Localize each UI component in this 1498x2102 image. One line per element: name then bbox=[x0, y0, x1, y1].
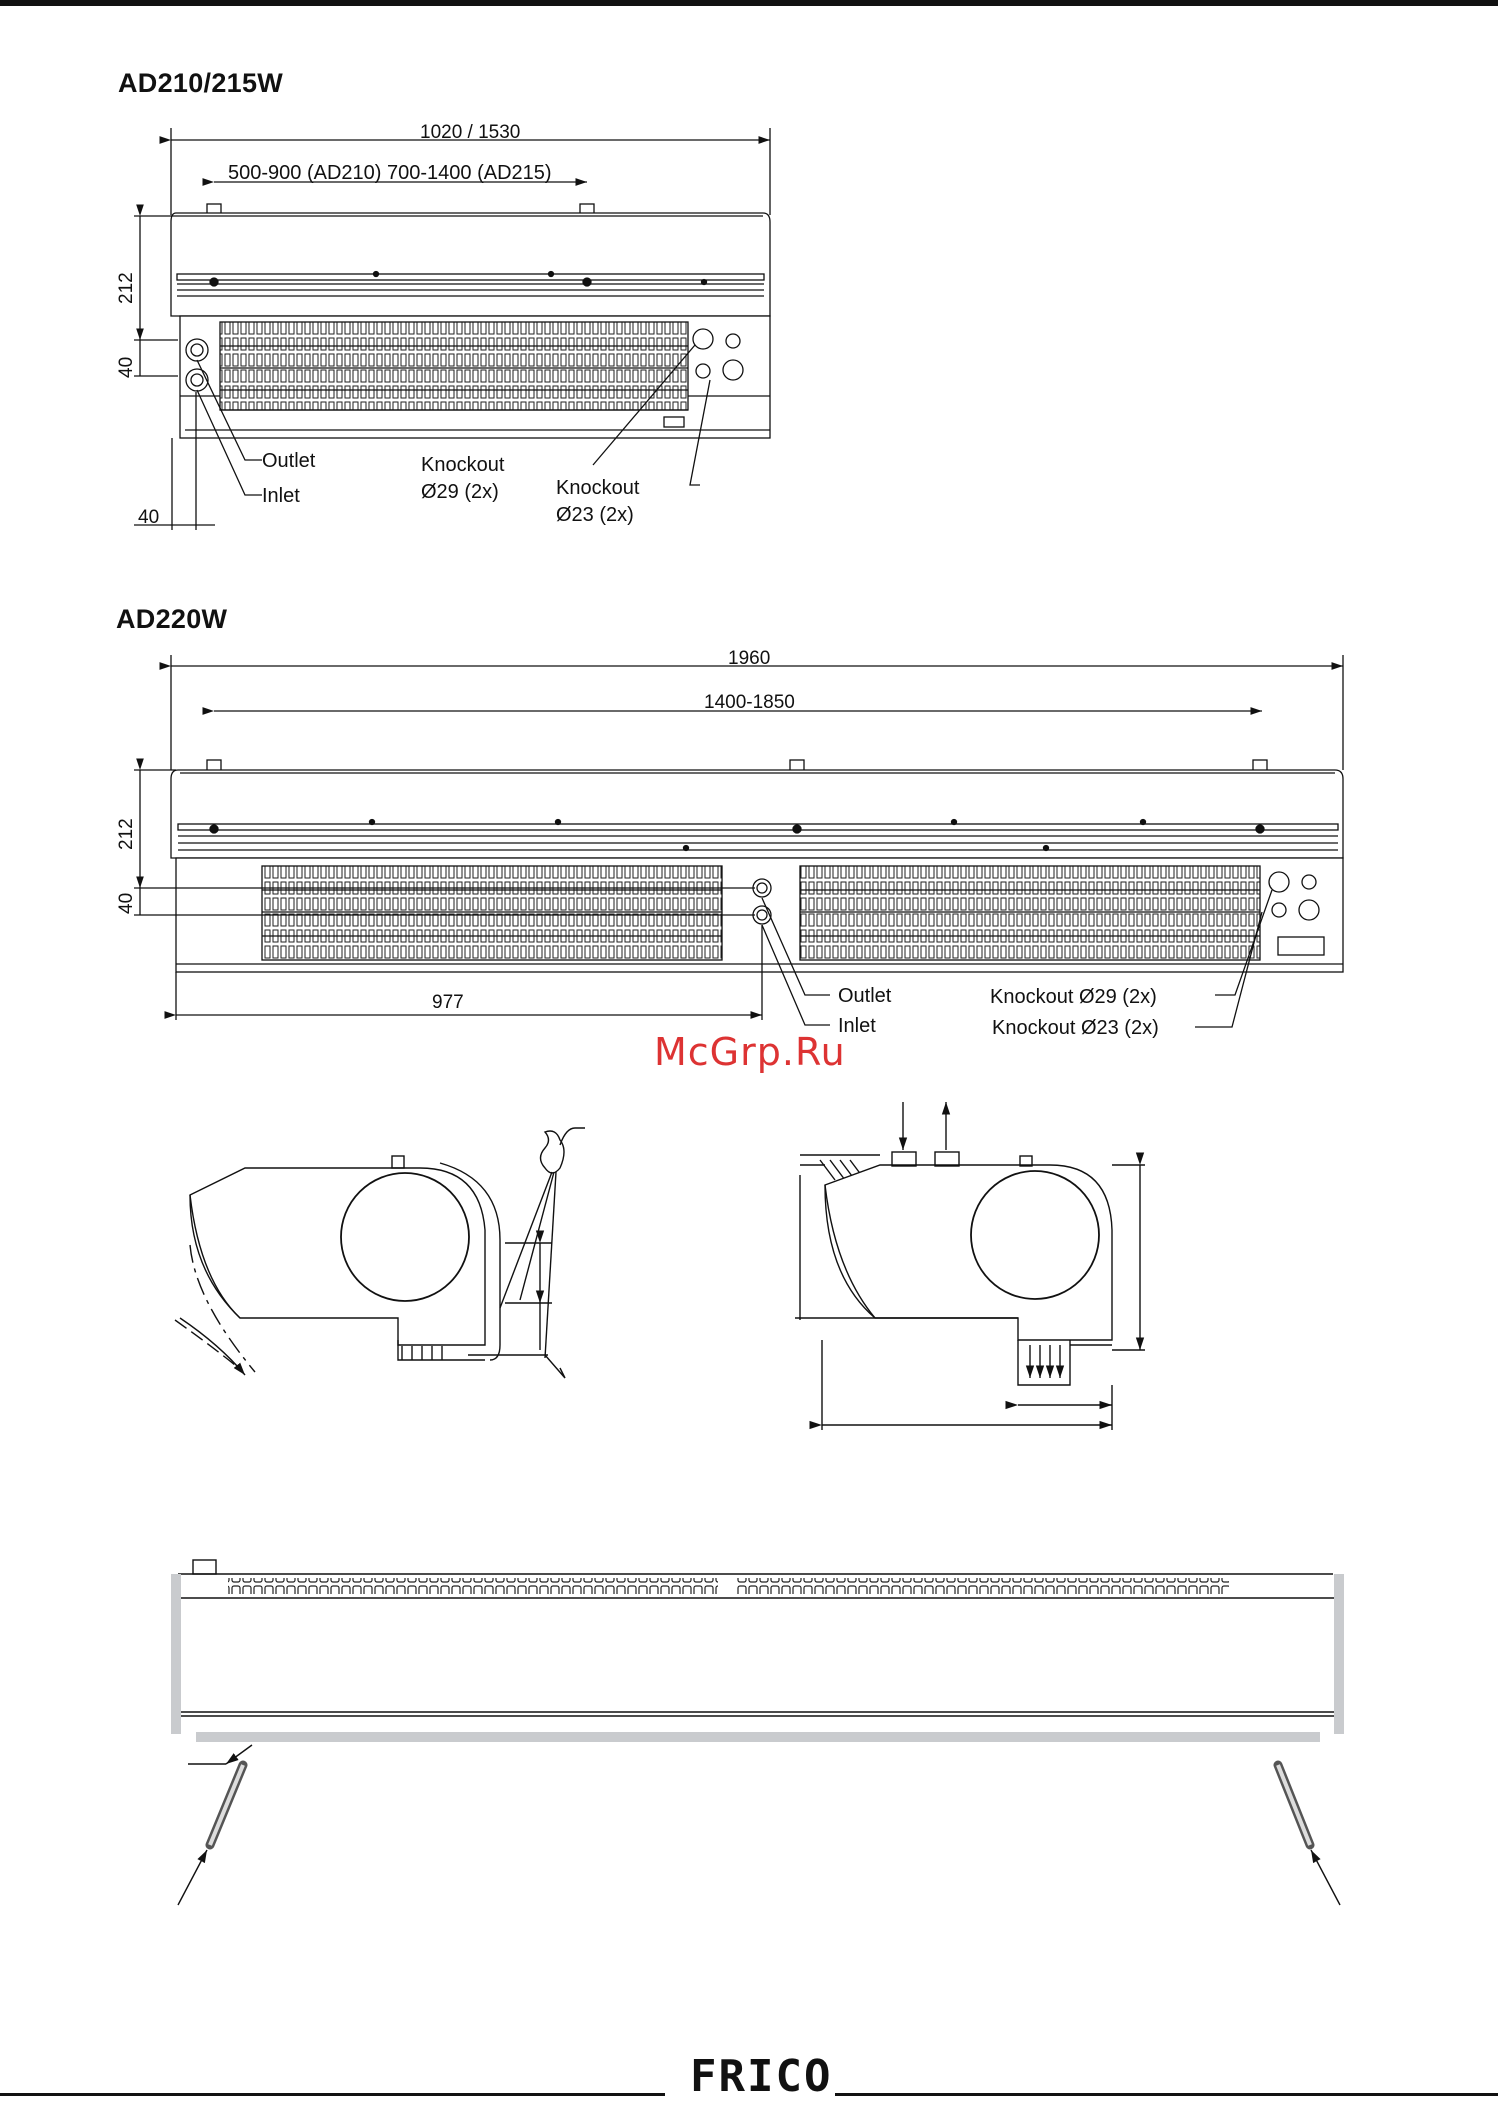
label-knockout29: Knockout Ø29 (2x) bbox=[990, 986, 1157, 1008]
dim-pipe-spacing: 40 bbox=[116, 356, 137, 378]
watermark: McGrp.Ru bbox=[654, 1030, 846, 1074]
dim-total-width: 1960 bbox=[728, 648, 771, 669]
label-inlet: Inlet bbox=[262, 485, 300, 507]
dim-total-width: 1020 / 1530 bbox=[420, 122, 521, 143]
dim-pipe-offset: 977 bbox=[432, 992, 464, 1013]
dim-bracket-spacing: 1400-1850 bbox=[704, 692, 795, 713]
label-knockout29-title: Knockout bbox=[421, 454, 505, 476]
label-knockout29-size: Ø29 (2x) bbox=[421, 481, 499, 503]
label-outlet: Outlet bbox=[262, 450, 316, 472]
label-knockout23-size: Ø23 (2x) bbox=[556, 504, 634, 526]
label-knockout23-title: Knockout bbox=[556, 477, 640, 499]
footer-rule-left bbox=[0, 2093, 665, 2096]
side-view-ceiling-mount bbox=[795, 1102, 1145, 1430]
bottom-view-unit bbox=[171, 1560, 1344, 1905]
label-knockout23: Knockout Ø23 (2x) bbox=[992, 1017, 1159, 1039]
dim-pipe-spacing: 40 bbox=[116, 892, 137, 914]
label-inlet: Inlet bbox=[838, 1015, 876, 1037]
frico-logo: FRICO bbox=[690, 2051, 833, 2102]
dim-side-offset: 40 bbox=[138, 507, 160, 528]
section-title-ad210-215w: AD210/215W bbox=[118, 68, 284, 98]
side-view-wall-mount bbox=[175, 1128, 585, 1378]
section-title-ad220w: AD220W bbox=[116, 604, 228, 634]
label-outlet: Outlet bbox=[838, 985, 892, 1007]
footer-rule-right bbox=[835, 2093, 1498, 2096]
dim-height: 212 bbox=[116, 818, 137, 850]
dim-bracket-spacing: 500-900 (AD210) 700-1400 (AD215) bbox=[228, 162, 552, 184]
dim-height: 212 bbox=[116, 272, 137, 304]
